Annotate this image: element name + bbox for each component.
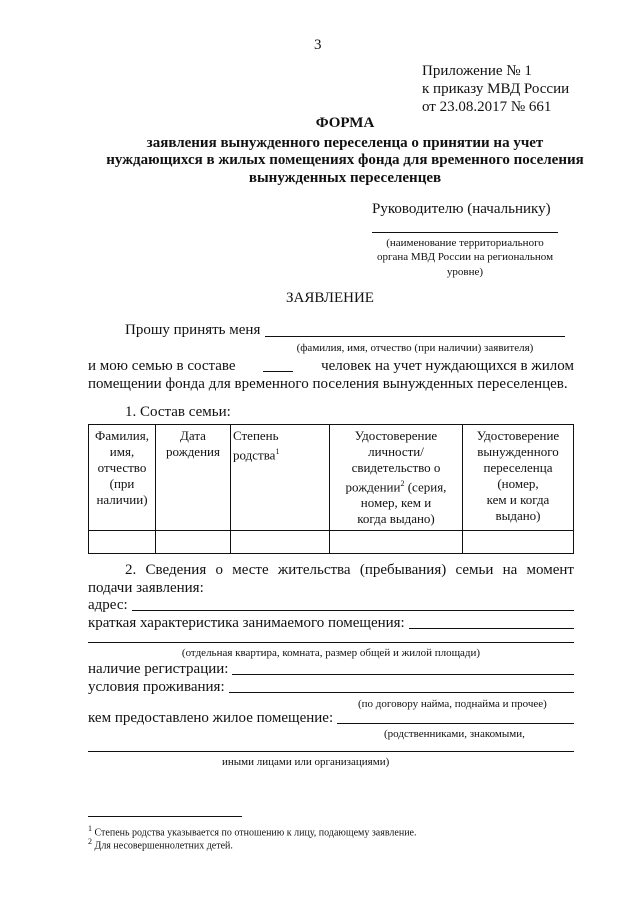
- address-field[interactable]: [132, 597, 574, 611]
- field-label: адрес:: [88, 597, 128, 613]
- section-heading: 2. Сведения о месте жительства (пребывания) семьи на момент: [125, 562, 574, 578]
- registration-row: [88, 661, 574, 678]
- section-heading: подачи заявления:: [88, 580, 204, 596]
- conditions-field[interactable]: [229, 679, 574, 693]
- section-heading: 1. Состав семьи:: [125, 404, 231, 420]
- field-label: кем предоставлено жилое помещение:: [88, 710, 334, 726]
- provided-field-cont[interactable]: [88, 751, 574, 752]
- appendix-line: от 23.08.2017 № 661: [422, 99, 552, 115]
- heading: ЗАЯВЛЕНИЕ: [286, 290, 374, 306]
- table-cell[interactable]: [89, 531, 156, 554]
- table-header: Дата рождения: [156, 425, 231, 531]
- caption: уровне): [446, 266, 484, 278]
- paragraph-text: помещении фонда для временного поселения вынужденных переселенцев.: [88, 376, 568, 392]
- caption: (фамилия, имя, отчество (при наличии) заявителя): [296, 342, 534, 354]
- provided-field[interactable]: [337, 710, 574, 724]
- addressee: Руководителю (начальнику): [372, 201, 551, 217]
- form-title-line: заявления вынужденного переселенца о принятии на учет: [146, 135, 544, 151]
- table-cell[interactable]: [156, 531, 231, 554]
- provided-row: [88, 710, 574, 727]
- field-label: наличие регистрации:: [88, 661, 229, 677]
- addressee-field[interactable]: [372, 232, 558, 233]
- table-header: Удостоверение вынужденного переселенца (номер, кем и когда выдано): [463, 425, 574, 531]
- caption: иными лицами или организациями): [222, 756, 390, 768]
- footnote-divider: [88, 816, 242, 817]
- table-cell[interactable]: [231, 531, 330, 554]
- caption: (по договору найма, поднайма и прочее): [358, 698, 547, 710]
- appendix-line: к приказу МВД России: [422, 81, 570, 97]
- table-cell[interactable]: [463, 531, 574, 554]
- caption: (отдельная квартира, комната, размер общей и жилой площади): [181, 647, 481, 659]
- registration-field[interactable]: [232, 661, 574, 675]
- form-label: ФОРМА: [315, 115, 375, 131]
- brief-row: [88, 615, 574, 632]
- appendix-line: Приложение № 1: [422, 63, 532, 79]
- family-count-field[interactable]: [263, 358, 293, 372]
- form-title-line: вынужденных переселенцев: [248, 170, 442, 186]
- brief-field-cont[interactable]: [88, 642, 574, 643]
- caption: (родственниками, знакомыми,: [384, 728, 525, 740]
- caption: органа МВД России на региональном: [376, 251, 554, 263]
- footnote: $^1$ Степень родства указывается по отношению к лицу, подающему заявление.: [88, 824, 417, 839]
- footnote: $^2$ Для несовершеннолетних детей.: [88, 837, 233, 852]
- request-label: Прошу принять меня: [125, 322, 261, 338]
- family-table: [88, 424, 574, 554]
- form-title-line: нуждающихся в жилых помещениях фонда для временного поселения: [106, 152, 584, 168]
- table-cell[interactable]: [330, 531, 463, 554]
- applicant-name-field[interactable]: [265, 336, 565, 337]
- table-header: Степень родства$^1$: [231, 425, 330, 531]
- paragraph-text: и мою семью в составе: [88, 358, 236, 374]
- brief-field[interactable]: [409, 615, 574, 629]
- caption: (наименование территориального: [386, 237, 544, 249]
- field-label: условия проживания:: [88, 679, 225, 695]
- conditions-row: [88, 679, 574, 696]
- page-number: 3: [314, 37, 322, 53]
- address-row: [88, 597, 574, 614]
- table-header: Фамилия, имя, отчество (при наличии): [89, 425, 156, 531]
- paragraph-text: человек на учет нуждающихся в жилом: [321, 358, 574, 374]
- table-header: Удостоверение личности/ свидетельство о рождении$^2$ (серия, номер, кем и когда выдано): [330, 425, 463, 531]
- field-label: краткая характеристика занимаемого помещения:: [88, 615, 405, 631]
